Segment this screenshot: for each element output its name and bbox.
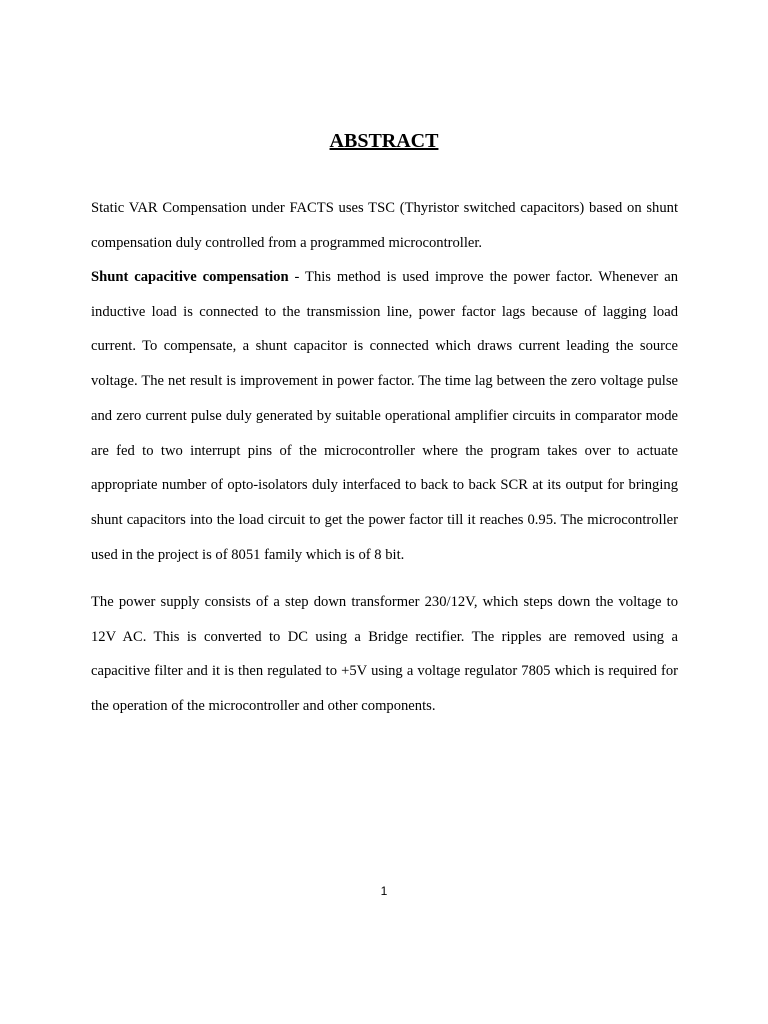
shunt-compensation-paragraph	[91, 260, 678, 572]
intro-paragraph: Static VAR Compensation under FACTS uses TSC (Thyristor switched capacitors) based on shunt compensation duly controlled from a programmed microcontroller.	[91, 200, 678, 251]
shunt-compensation-heading: Shunt capacitive compensation	[91, 269, 289, 285]
shunt-compensation-text: - This method is used improve the power factor. Whenever an inductive load is connected to the transmission line, power factor lags because of lagging load current. To compensate, a shunt capacitor is connected which draws current leading the source voltage. The net result is improvement in power factor. The time lag between the zero voltage pulse and zero current pulse duly generated by suitable operational amplifier circuits in comparator mode are fed to two interrupt pins of the microcontroller where the program takes over to actuate appropriate number of opto-isolators duly interfaced to back to back SCR at its output for bringing shunt capacitors into the load circuit to get the power factor till it reaches 0.95. The microcontroller used in the project is of 8051 family which is of 8 bit.	[91, 269, 678, 563]
page-number: 1	[380, 884, 388, 898]
power-supply-paragraph: The power supply consists of a step down transformer 230/12V, which steps down the voltage to 12V AC. This is converted to DC using a Bridge rectifier. The ripples are removed using a capacitive filter and it is then regulated to +5V using a voltage regulator 7805 which is required for the operation of the microcontroller and other components.	[91, 594, 678, 715]
page-title: ABSTRACT	[329, 130, 439, 152]
